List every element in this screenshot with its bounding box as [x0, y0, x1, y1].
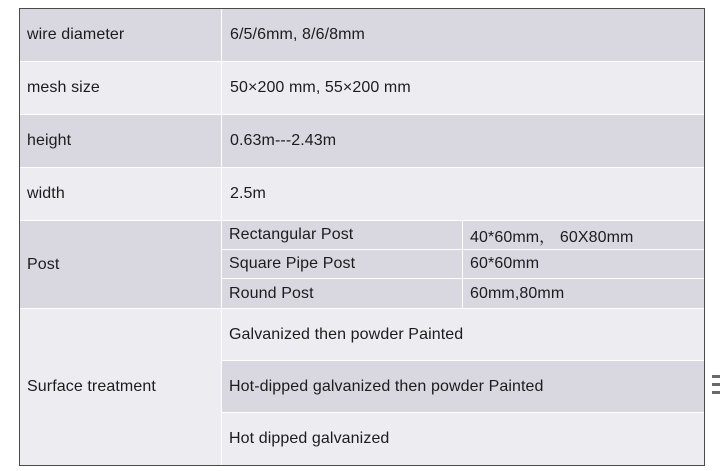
side-scroll-marker: [712, 370, 720, 406]
row-label: height: [20, 115, 222, 167]
spec-table: [19, 8, 705, 466]
post-size: 40*60mm， 60X80mm: [470, 228, 634, 246]
post-section: [20, 221, 704, 309]
post-options: [222, 221, 704, 308]
post-label: Post: [20, 221, 222, 308]
surface-options: [222, 309, 704, 465]
post-type: Rectangular Post: [222, 221, 463, 249]
surface-label: Surface treatment: [20, 309, 222, 465]
row-label: mesh size: [20, 62, 222, 114]
post-size: 60mm,80mm: [470, 284, 565, 302]
post-row: [222, 279, 704, 308]
surface-option: Hot dipped galvanized: [222, 413, 704, 465]
row-value: 0.63m---2.43m: [230, 132, 337, 149]
table-row: [20, 168, 704, 221]
post-row: [222, 221, 704, 250]
row-value: 2.5m: [230, 185, 266, 202]
table-row: [20, 115, 704, 168]
surface-section: [20, 309, 704, 465]
post-type: Square Pipe Post: [222, 250, 463, 278]
surface-option: Hot-dipped galvanized then powder Painted: [222, 361, 704, 413]
table-row: [20, 62, 704, 115]
post-type: Round Post: [222, 279, 463, 308]
row-label: width: [20, 168, 222, 220]
row-label: wire diameter: [20, 9, 222, 61]
table-row: [20, 9, 704, 62]
surface-option: Galvanized then powder Painted: [222, 309, 704, 361]
row-value: 6/5/6mm, 8/6/8mm: [230, 26, 365, 43]
post-size: 60*60mm: [470, 255, 540, 272]
row-value: 50×200 mm, 55×200 mm: [230, 79, 411, 96]
post-row: [222, 250, 704, 279]
